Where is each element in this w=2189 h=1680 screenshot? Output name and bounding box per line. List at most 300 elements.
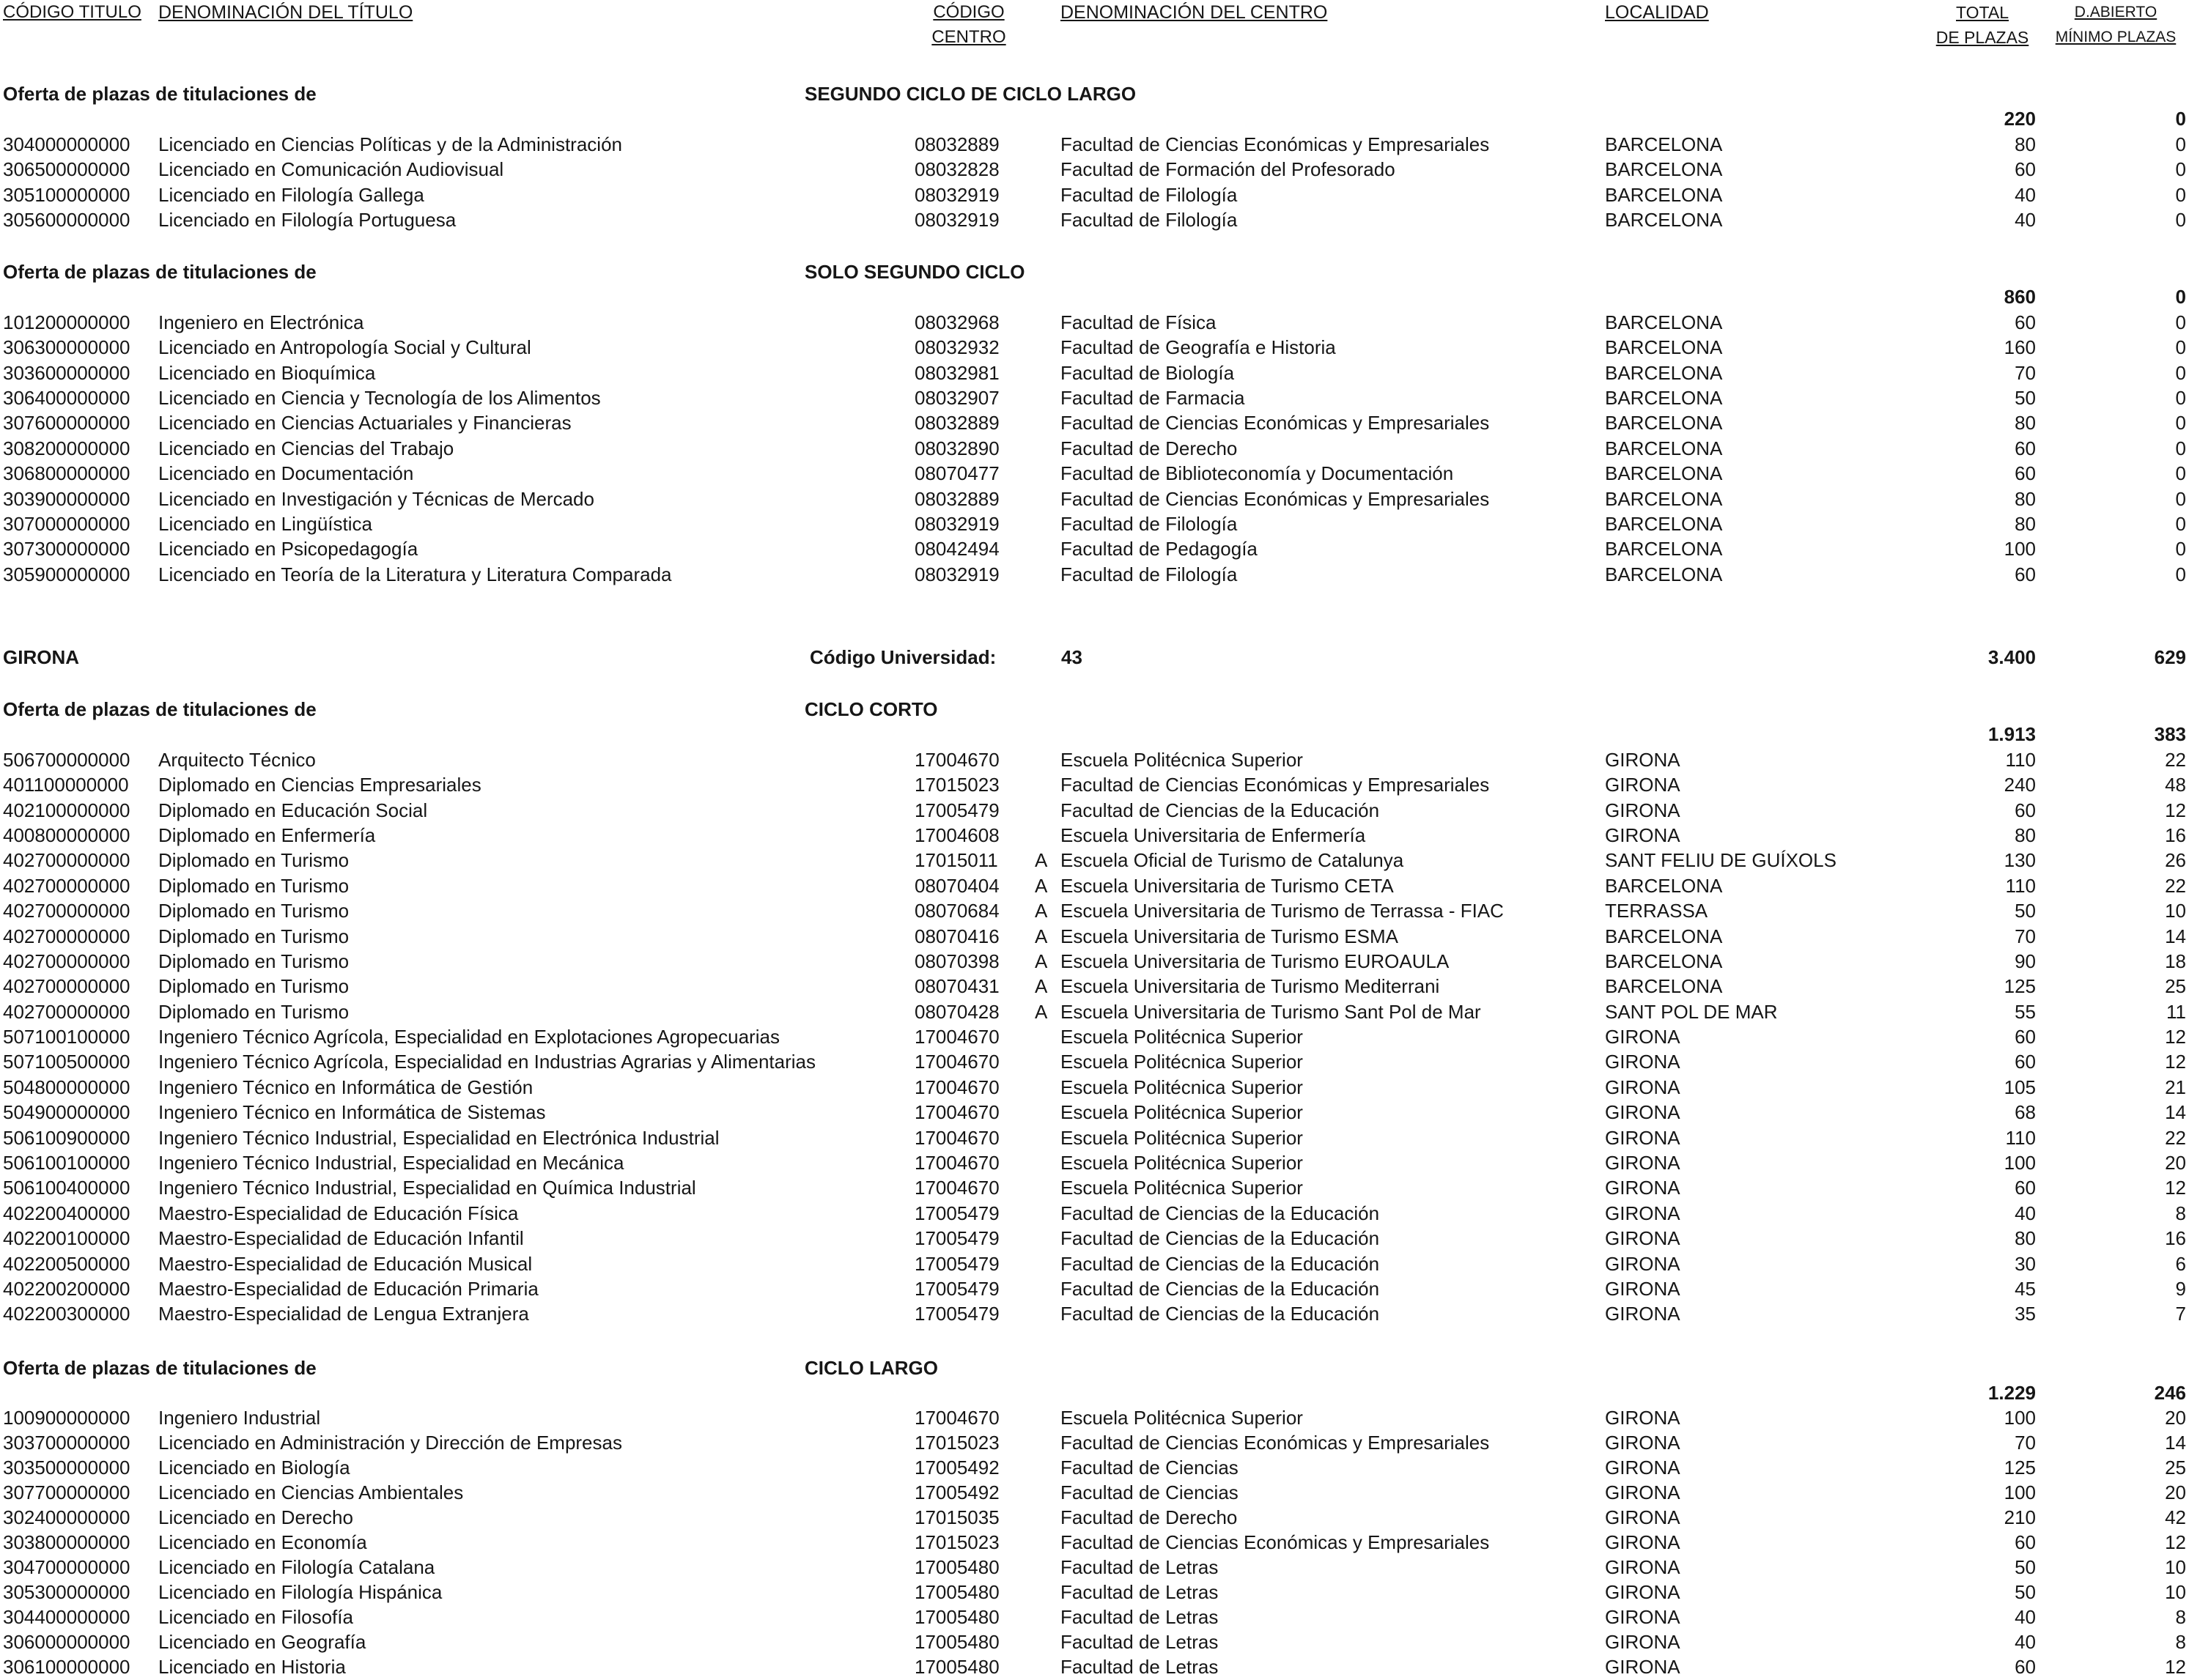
denominacion-titulo: Licenciado en Psicopedagogía <box>158 538 418 560</box>
denominacion-centro: Facultad de Ciencias <box>1060 1481 1239 1503</box>
localidad: BARCELONA <box>1605 361 1723 384</box>
minimo-plazas: 12 <box>2165 799 2186 821</box>
total-plazas: 110 <box>2005 748 2036 771</box>
minimo-plazas: 25 <box>2165 975 2186 998</box>
denominacion-centro: Escuela Politécnica Superior <box>1060 1051 1303 1073</box>
denominacion-centro: Facultad de Ciencias Económicas y Empresariales <box>1060 1531 1490 1553</box>
denominacion-centro: Facultad de Ciencias de la Educación <box>1060 1227 1380 1250</box>
minimo-plazas: 12 <box>2165 1026 2186 1048</box>
codigo-titulo: 402700000000 <box>3 874 130 897</box>
total-plazas: 60 <box>2015 1177 2036 1199</box>
denominacion-titulo: Diplomado en Turismo <box>158 849 350 872</box>
minimo-plazas: 25 <box>2165 1457 2186 1479</box>
minimo-plazas: 12 <box>2165 1656 2186 1678</box>
table-row <box>0 360 2189 385</box>
minimo-plazas: 18 <box>2165 950 2186 972</box>
denominacion-centro: Escuela Universitaria de Turismo de Terrassa - FIAC <box>1060 900 1504 922</box>
denominacion-centro: Facultad de Biblioteconomía y Documentación <box>1060 462 1454 485</box>
denominacion-titulo: Maestro-Especialidad de Educación Física <box>158 1202 519 1224</box>
header-total-plazas <box>1935 0 2030 50</box>
section-totals <box>0 284 2189 309</box>
codigo-centro: 08070404 <box>915 874 1000 897</box>
denominacion-titulo: Diplomado en Turismo <box>158 874 350 897</box>
codigo-titulo: 303800000000 <box>3 1531 130 1553</box>
total-plazas: 60 <box>2015 311 2036 333</box>
section-rows <box>0 132 2189 233</box>
university-minimo-plazas: 629 <box>2154 646 2186 668</box>
table-row <box>0 1201 2189 1226</box>
minimo-plazas: 0 <box>2175 183 2186 206</box>
denominacion-centro: Facultad de Ciencias Económicas y Empresariales <box>1060 1432 1490 1454</box>
university-code: 43 <box>1061 646 1082 668</box>
codigo-centro: 17005480 <box>915 1631 1000 1653</box>
table-row <box>0 157 2189 182</box>
denominacion-titulo: Ingeniero en Electrónica <box>158 311 364 333</box>
codigo-titulo: 303600000000 <box>3 361 130 384</box>
header-denominacion-centro: DENOMINACIÓN DEL CENTRO <box>1060 2 1328 23</box>
codigo-titulo: 308200000000 <box>3 437 130 459</box>
table-row <box>0 747 2189 772</box>
codigo-centro: 08032968 <box>915 311 1000 333</box>
denominacion-titulo: Maestro-Especialidad de Educación Musical <box>158 1252 533 1275</box>
denominacion-centro: Facultad de Formación del Profesorado <box>1060 158 1395 181</box>
codigo-titulo: 305100000000 <box>3 183 130 206</box>
total-plazas: 80 <box>2015 512 2036 535</box>
total-plazas: 55 <box>2015 1000 2036 1023</box>
total-plazas: 60 <box>2015 799 2036 821</box>
codigo-titulo: 506700000000 <box>3 748 130 771</box>
centro-adscrito-mark: A <box>1035 950 1048 972</box>
denominacion-titulo: Licenciado en Filología Gallega <box>158 183 424 206</box>
denominacion-titulo: Licenciado en Filología Portuguesa <box>158 208 457 231</box>
localidad: GIRONA <box>1605 748 1680 771</box>
localidad: GIRONA <box>1605 1581 1680 1603</box>
denominacion-titulo: Licenciado en Filología Hispánica <box>158 1581 443 1603</box>
header-minimo-line2: MÍNIMO PLAZAS <box>2055 29 2177 45</box>
header-minimo-line1: D.ABIERTO <box>2074 4 2157 21</box>
total-plazas: 60 <box>2015 1531 2036 1553</box>
codigo-centro: 08032828 <box>915 158 1000 181</box>
table-row <box>0 486 2189 511</box>
section-minimo-plazas: 246 <box>2154 1382 2186 1404</box>
table-row <box>0 207 2189 232</box>
codigo-centro: 17005492 <box>915 1457 1000 1479</box>
section-totals <box>0 106 2189 131</box>
total-plazas: 70 <box>2015 925 2036 947</box>
codigo-titulo: 307600000000 <box>3 412 130 434</box>
codigo-centro: 08070431 <box>915 975 1000 998</box>
minimo-plazas: 22 <box>2165 1126 2186 1149</box>
denominacion-titulo: Ingeniero Técnico Industrial, Especialidad en Mecánica <box>158 1152 624 1174</box>
section-total-plazas: 1.229 <box>1987 1382 2036 1404</box>
minimo-plazas: 0 <box>2175 437 2186 459</box>
denominacion-titulo: Ingeniero Técnico en Informática de Sistemas <box>158 1101 546 1124</box>
codigo-titulo: 402700000000 <box>3 925 130 947</box>
table-row <box>0 1530 2189 1555</box>
codigo-titulo: 504900000000 <box>3 1101 130 1124</box>
table-row <box>0 335 2189 360</box>
total-plazas: 80 <box>2015 824 2036 846</box>
table-row <box>0 385 2189 410</box>
codigo-centro: 17005479 <box>915 1202 1000 1224</box>
total-plazas: 30 <box>2015 1252 2036 1275</box>
codigo-centro: 17004670 <box>915 1407 1000 1429</box>
denominacion-centro: Facultad de Ciencias Económicas y Empresariales <box>1060 487 1490 510</box>
localidad: BARCELONA <box>1605 336 1723 359</box>
section-heading <box>0 81 2189 106</box>
header-total-line1: TOTAL <box>1956 3 2009 22</box>
section-minimo-plazas: 383 <box>2154 723 2186 746</box>
minimo-plazas: 0 <box>2175 563 2186 585</box>
codigo-titulo: 402200200000 <box>3 1277 130 1300</box>
total-plazas: 240 <box>2004 774 2036 796</box>
total-plazas: 80 <box>2015 133 2036 155</box>
section-type: CICLO CORTO <box>805 698 938 720</box>
minimo-plazas: 22 <box>2165 874 2186 897</box>
codigo-titulo: 402100000000 <box>3 799 130 821</box>
denominacion-centro: Escuela Universitaria de Enfermería <box>1060 824 1366 846</box>
table-row <box>0 511 2189 536</box>
denominacion-titulo: Licenciado en Derecho <box>158 1506 353 1528</box>
table-row <box>0 1455 2189 1480</box>
denominacion-centro: Facultad de Física <box>1060 311 1217 333</box>
codigo-titulo: 303700000000 <box>3 1432 130 1454</box>
denominacion-titulo: Diplomado en Turismo <box>158 950 350 972</box>
localidad: BARCELONA <box>1605 925 1723 947</box>
denominacion-titulo: Licenciado en Filología Catalana <box>158 1556 435 1578</box>
denominacion-titulo: Ingeniero Técnico Agrícola, Especialidad en Explotaciones Agropecuarias <box>158 1026 780 1048</box>
codigo-titulo: 100900000000 <box>3 1407 130 1429</box>
denominacion-titulo: Licenciado en Ciencias Actuariales y Financieras <box>158 412 572 434</box>
denominacion-centro: Facultad de Ciencias de la Educación <box>1060 799 1380 821</box>
denominacion-centro: Escuela Universitaria de Turismo Mediterrani <box>1060 975 1440 998</box>
localidad: GIRONA <box>1605 1506 1680 1528</box>
denominacion-titulo: Maestro-Especialidad de Lengua Extranjera <box>158 1303 529 1325</box>
codigo-centro: 17004670 <box>915 748 1000 771</box>
total-plazas: 35 <box>2015 1303 2036 1325</box>
table-row <box>0 1654 2189 1679</box>
header-minimo-plazas <box>2045 0 2186 50</box>
total-plazas: 130 <box>2004 849 2036 872</box>
header-codigo-centro-line2: CENTRO <box>931 27 1006 47</box>
denominacion-centro: Facultad de Geografía e Historia <box>1060 336 1336 359</box>
table-row <box>0 974 2189 999</box>
codigo-centro: 17004670 <box>915 1101 1000 1124</box>
localidad: GIRONA <box>1605 1076 1680 1098</box>
table-row <box>0 1580 2189 1605</box>
denominacion-titulo: Ingeniero Industrial <box>158 1407 321 1429</box>
table-row <box>0 536 2189 561</box>
denominacion-centro: Escuela Oficial de Turismo de Catalunya <box>1060 849 1404 872</box>
table-row <box>0 1049 2189 1074</box>
denominacion-centro: Facultad de Letras <box>1060 1656 1219 1678</box>
minimo-plazas: 6 <box>2175 1252 2186 1275</box>
minimo-plazas: 12 <box>2165 1177 2186 1199</box>
minimo-plazas: 22 <box>2165 748 2186 771</box>
denominacion-titulo: Licenciado en Ciencias Políticas y de la Administración <box>158 133 623 155</box>
denominacion-centro: Facultad de Ciencias Económicas y Empresariales <box>1060 774 1490 796</box>
localidad: GIRONA <box>1605 1407 1680 1429</box>
table-row <box>0 1301 2189 1326</box>
codigo-centro: 08032890 <box>915 437 1000 459</box>
total-plazas: 50 <box>2015 1556 2036 1578</box>
codigo-titulo: 402200100000 <box>3 1227 130 1250</box>
codigo-centro: 17005480 <box>915 1656 1000 1678</box>
section-label: Oferta de plazas de titulaciones de <box>3 1357 317 1379</box>
table-row <box>0 1175 2189 1200</box>
codigo-centro: 17005492 <box>915 1481 1000 1503</box>
codigo-titulo: 506100100000 <box>3 1152 130 1174</box>
minimo-plazas: 48 <box>2165 774 2186 796</box>
section-totals <box>0 722 2189 747</box>
codigo-centro: 17004670 <box>915 1126 1000 1149</box>
table-row <box>0 410 2189 435</box>
codigo-centro: 17005480 <box>915 1606 1000 1628</box>
localidad: BARCELONA <box>1605 386 1723 409</box>
denominacion-centro: Facultad de Letras <box>1060 1606 1219 1628</box>
codigo-centro: 17005479 <box>915 1227 1000 1250</box>
denominacion-titulo: Diplomado en Turismo <box>158 900 350 922</box>
codigo-centro: 17004670 <box>915 1177 1000 1199</box>
total-plazas: 70 <box>2015 1432 2036 1454</box>
codigo-titulo: 402700000000 <box>3 975 130 998</box>
denominacion-centro: Facultad de Letras <box>1060 1581 1219 1603</box>
total-plazas: 60 <box>2015 158 2036 181</box>
codigo-centro: 17004670 <box>915 1051 1000 1073</box>
codigo-titulo: 402700000000 <box>3 1000 130 1023</box>
denominacion-centro: Facultad de Filología <box>1060 512 1238 535</box>
minimo-plazas: 12 <box>2165 1051 2186 1073</box>
localidad: BARCELONA <box>1605 487 1723 510</box>
denominacion-centro: Facultad de Pedagogía <box>1060 538 1258 560</box>
minimo-plazas: 0 <box>2175 158 2186 181</box>
codigo-titulo: 306500000000 <box>3 158 130 181</box>
denominacion-centro: Escuela Politécnica Superior <box>1060 1101 1303 1124</box>
section-rows <box>0 1405 2189 1679</box>
table-row <box>0 1024 2189 1049</box>
table-row <box>0 1251 2189 1276</box>
codigo-titulo: 305300000000 <box>3 1581 130 1603</box>
codigo-titulo: 303900000000 <box>3 487 130 510</box>
total-plazas: 100 <box>2004 1407 2036 1429</box>
codigo-centro: 08032889 <box>915 487 1000 510</box>
minimo-plazas: 21 <box>2165 1076 2186 1098</box>
denominacion-centro: Escuela Politécnica Superior <box>1060 1076 1303 1098</box>
localidad: BARCELONA <box>1605 183 1723 206</box>
codigo-centro: 08032919 <box>915 512 1000 535</box>
table-row <box>0 1150 2189 1175</box>
minimo-plazas: 10 <box>2165 900 2186 922</box>
denominacion-centro: Escuela Universitaria de Turismo CETA <box>1060 874 1394 897</box>
localidad: BARCELONA <box>1605 462 1723 485</box>
total-plazas: 100 <box>2004 538 2036 560</box>
codigo-centro: 08070428 <box>915 1000 1000 1023</box>
codigo-centro: 08032889 <box>915 412 1000 434</box>
centro-adscrito-mark: A <box>1035 874 1048 897</box>
codigo-titulo: 101200000000 <box>3 311 130 333</box>
codigo-centro: 08070398 <box>915 950 1000 972</box>
minimo-plazas: 0 <box>2175 462 2186 485</box>
denominacion-titulo: Ingeniero Técnico Industrial, Especialidad en Química Industrial <box>158 1177 696 1199</box>
codigo-titulo: 402700000000 <box>3 849 130 872</box>
localidad: BARCELONA <box>1605 512 1723 535</box>
header-codigo-centro-line1: CÓDIGO <box>933 2 1005 22</box>
header-total-line2: DE PLAZAS <box>1935 28 2029 47</box>
minimo-plazas: 0 <box>2175 512 2186 535</box>
total-plazas: 50 <box>2015 1581 2036 1603</box>
denominacion-centro: Facultad de Ciencias Económicas y Empresariales <box>1060 133 1490 155</box>
section-total-plazas: 1.913 <box>1987 723 2036 746</box>
minimo-plazas: 0 <box>2175 412 2186 434</box>
section-total-plazas: 220 <box>2004 108 2036 130</box>
total-plazas: 100 <box>2004 1481 2036 1503</box>
denominacion-titulo: Licenciado en Investigación y Técnicas de Mercado <box>158 487 594 510</box>
header-codigo-centro <box>925 0 1013 50</box>
table-row <box>0 1629 2189 1654</box>
table-row <box>0 798 2189 823</box>
codigo-centro: 17015023 <box>915 1531 1000 1553</box>
localidad: GIRONA <box>1605 1531 1680 1553</box>
localidad: TERRASSA <box>1605 900 1708 922</box>
localidad: GIRONA <box>1605 1656 1680 1678</box>
localidad: GIRONA <box>1605 1126 1680 1149</box>
codigo-centro: 17015023 <box>915 774 1000 796</box>
codigo-centro: 17015023 <box>915 1432 1000 1454</box>
codigo-titulo: 306000000000 <box>3 1631 130 1653</box>
minimo-plazas: 9 <box>2175 1277 2186 1300</box>
localidad: BARCELONA <box>1605 563 1723 585</box>
denominacion-centro: Facultad de Filología <box>1060 183 1238 206</box>
codigo-centro: 08032907 <box>915 386 1000 409</box>
codigo-centro: 08032919 <box>915 208 1000 231</box>
centro-adscrito-mark: A <box>1035 1000 1048 1023</box>
table-row <box>0 132 2189 157</box>
header-codigo-titulo: CÓDIGO TITULO <box>3 2 141 22</box>
section-totals <box>0 1380 2189 1405</box>
denominacion-titulo: Diplomado en Turismo <box>158 1000 350 1023</box>
denominacion-centro: Facultad de Letras <box>1060 1556 1219 1578</box>
localidad: GIRONA <box>1605 1432 1680 1454</box>
table-row <box>0 949 2189 974</box>
table-row <box>0 848 2189 873</box>
table-row <box>0 310 2189 335</box>
localidad: GIRONA <box>1605 1202 1680 1224</box>
section-label: Oferta de plazas de titulaciones de <box>3 83 317 105</box>
codigo-titulo: 402200300000 <box>3 1303 130 1325</box>
localidad: GIRONA <box>1605 1227 1680 1250</box>
minimo-plazas: 20 <box>2165 1407 2186 1429</box>
table-row <box>0 1100 2189 1125</box>
university-heading <box>0 645 2189 670</box>
denominacion-titulo: Licenciado en Antropología Social y Cultural <box>158 336 531 359</box>
denominacion-centro: Facultad de Biología <box>1060 361 1235 384</box>
denominacion-titulo: Licenciado en Filosofía <box>158 1606 353 1628</box>
total-plazas: 110 <box>2005 1126 2036 1149</box>
denominacion-titulo: Licenciado en Documentación <box>158 462 414 485</box>
minimo-plazas: 20 <box>2165 1152 2186 1174</box>
codigo-centro: 08070684 <box>915 900 1000 922</box>
localidad: BARCELONA <box>1605 538 1723 560</box>
denominacion-titulo: Diplomado en Educación Social <box>158 799 428 821</box>
codigo-titulo: 504800000000 <box>3 1076 130 1098</box>
total-plazas: 60 <box>2015 563 2036 585</box>
minimo-plazas: 7 <box>2175 1303 2186 1325</box>
minimo-plazas: 0 <box>2175 487 2186 510</box>
university-row <box>0 645 2189 670</box>
denominacion-centro: Facultad de Ciencias de la Educación <box>1060 1303 1380 1325</box>
localidad: GIRONA <box>1605 824 1680 846</box>
total-plazas: 210 <box>2004 1506 2036 1528</box>
localidad: GIRONA <box>1605 1051 1680 1073</box>
codigo-titulo: 506100900000 <box>3 1126 130 1149</box>
codigo-centro: 08032889 <box>915 133 1000 155</box>
localidad: BARCELONA <box>1605 437 1723 459</box>
total-plazas: 45 <box>2015 1277 2036 1300</box>
codigo-titulo: 307000000000 <box>3 512 130 535</box>
section-minimo-plazas: 0 <box>2175 108 2186 130</box>
localidad: BARCELONA <box>1605 412 1723 434</box>
denominacion-titulo: Licenciado en Lingüística <box>158 512 372 535</box>
codigo-titulo: 507100100000 <box>3 1026 130 1048</box>
codigo-centro: 17005480 <box>915 1556 1000 1578</box>
section-type: SEGUNDO CICLO DE CICLO LARGO <box>805 83 1137 105</box>
university-name: GIRONA <box>3 646 79 668</box>
table-row <box>0 1276 2189 1301</box>
section-solo-segundo-ciclo <box>0 259 2189 587</box>
denominacion-titulo: Diplomado en Turismo <box>158 975 350 998</box>
denominacion-titulo: Maestro-Especialidad de Educación Infantil <box>158 1227 524 1250</box>
section-total-plazas: 860 <box>2004 286 2036 308</box>
section-label: Oferta de plazas de titulaciones de <box>3 698 317 720</box>
table-row <box>0 1405 2189 1430</box>
table-row <box>0 1226 2189 1251</box>
codigo-centro: 17005479 <box>915 1303 1000 1325</box>
codigo-centro: 17004670 <box>915 1026 1000 1048</box>
section-rows <box>0 747 2189 1327</box>
table-row <box>0 823 2189 848</box>
minimo-plazas: 0 <box>2175 386 2186 409</box>
minimo-plazas: 10 <box>2165 1556 2186 1578</box>
minimo-plazas: 0 <box>2175 361 2186 384</box>
denominacion-titulo: Maestro-Especialidad de Educación Primaria <box>158 1277 539 1300</box>
denominacion-titulo: Licenciado en Ciencias del Trabajo <box>158 437 454 459</box>
denominacion-centro: Facultad de Letras <box>1060 1631 1219 1653</box>
denominacion-titulo: Diplomado en Ciencias Empresariales <box>158 774 481 796</box>
localidad: GIRONA <box>1605 1481 1680 1503</box>
section-heading <box>0 1355 2189 1380</box>
minimo-plazas: 14 <box>2165 925 2186 947</box>
centro-adscrito-mark: A <box>1035 925 1048 947</box>
denominacion-titulo: Licenciado en Ciencia y Tecnología de los Alimentos <box>158 386 601 409</box>
denominacion-titulo: Licenciado en Comunicación Audiovisual <box>158 158 504 181</box>
total-plazas: 60 <box>2015 1051 2036 1073</box>
codigo-titulo: 305900000000 <box>3 563 130 585</box>
denominacion-centro: Facultad de Filología <box>1060 563 1238 585</box>
codigo-titulo: 402200400000 <box>3 1202 130 1224</box>
codigo-titulo: 303500000000 <box>3 1457 130 1479</box>
table-row <box>0 1605 2189 1629</box>
codigo-centro: 08070416 <box>915 925 1000 947</box>
denominacion-titulo: Licenciado en Ciencias Ambientales <box>158 1481 464 1503</box>
minimo-plazas: 8 <box>2175 1631 2186 1653</box>
table-row <box>0 562 2189 587</box>
section-minimo-plazas: 0 <box>2175 286 2186 308</box>
minimo-plazas: 0 <box>2175 311 2186 333</box>
codigo-centro: 17005479 <box>915 799 1000 821</box>
minimo-plazas: 42 <box>2165 1506 2186 1528</box>
minimo-plazas: 0 <box>2175 208 2186 231</box>
table-row <box>0 461 2189 486</box>
